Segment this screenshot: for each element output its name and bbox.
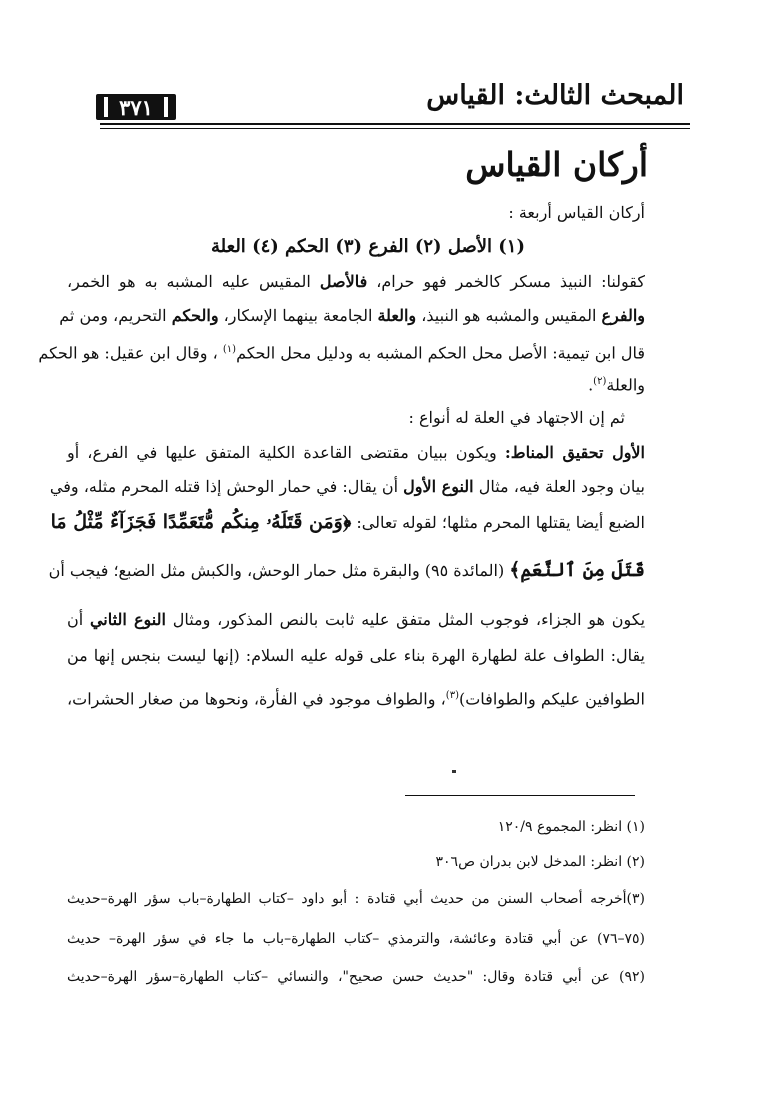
footnote-3-line: (٩٢) عن أبي قتادة وقال: "حديث حسن صحيح"، والنسائي –كتاب الطهارة–سؤر الهرة–حديث <box>67 969 645 985</box>
intro-line: أركان القياس أربعة : <box>508 203 645 222</box>
text-run: الجامعة بينهما الإسكار، <box>218 306 378 325</box>
footnote-marker[interactable]: (١) <box>222 344 237 355</box>
footnote-marker[interactable]: (٢) <box>593 376 607 387</box>
text-run: الطوافين عليكم والطوافات) <box>458 689 645 709</box>
text-run: المقيس عليه المشبه به هو الخمر، <box>67 272 320 291</box>
bold-term: والعلة <box>377 306 417 325</box>
bold-term: فالأصل <box>319 272 368 291</box>
body-line <box>50 511 645 533</box>
text-run: الضبع أيضا يقتلها المحرم مثلها؛ لقوله تعالى: <box>351 513 645 532</box>
footnote-3-line: (٧٥–٧٦) عن أبي قتادة وعائشة، والترمذي –كتاب الطهارة–باب ما جاء في سؤر الهرة– حديث <box>67 931 645 947</box>
text-run: قال ابن تيمية: الأصل محل الحكم المشبه به ودليل محل الحكم <box>236 343 645 363</box>
text-run: المقيس والمشبه هو النبيذ، <box>416 306 602 325</box>
bold-term: والفرع <box>601 306 645 325</box>
pillars-list: (١) الأصل (٢) الفرع (٣) الحكم (٤) العلة <box>211 236 525 257</box>
footnote-marker[interactable]: (٣) <box>445 690 459 701</box>
ink-speck <box>452 770 456 773</box>
text-run: أن يقال: في حمار الوحش إذا قتله المحرم مثله، وفي <box>49 477 404 496</box>
text-run: ويكون ببيان مقتضى القاعدة الكلية المتفق عليها في الفرع، أو <box>67 443 505 462</box>
footnote-2: (٢) انظر: المدخل لابن بدران ص٣٠٦ <box>435 854 645 870</box>
bold-term: النوع الأول <box>403 477 474 496</box>
text-run: كقولنا: النبيذ مسكر كالخمر فهو حرام، <box>367 272 646 291</box>
text-run: يكون هو الجزاء، فوجوب المثل متفق عليه ثابت بالنص المذكور، ومثال <box>165 610 646 629</box>
body-line <box>67 372 645 395</box>
bold-term: الأول تحقيق المناط: <box>504 443 645 462</box>
footnote-1: (١) انظر: المجموع ١٢٠/٩ <box>497 819 645 835</box>
quran-verse: قَتَلَ مِنَ ٱلنَّعَمِ﴾ <box>509 559 645 581</box>
bold-term: النوع الثاني <box>89 610 166 629</box>
body-line <box>38 340 645 363</box>
body-line <box>49 477 645 497</box>
body-line <box>67 443 645 463</box>
body-line <box>48 559 645 581</box>
header-rule <box>100 123 690 125</box>
text-run: ، والطواف موجود في الفأرة، ونحوها من صغار الحشرات، <box>67 689 446 709</box>
text-run: والعلة <box>606 375 645 395</box>
running-title: المبحث الثالث: القياس <box>426 80 684 111</box>
text-run: . <box>588 375 594 395</box>
bold-term: والحكم <box>171 306 219 325</box>
quran-verse: ﴿وَمَن قَتَلَهُۥ مِنكُم مُّتَعَمِّدًا فَجَزَآءٌ مِّثْلُ مَا <box>50 511 352 533</box>
body-line <box>67 686 645 709</box>
body-line <box>67 610 645 630</box>
header-rule-thin <box>100 128 690 129</box>
text-run: التحريم، ومن ثم <box>59 306 172 325</box>
body-line <box>59 306 645 326</box>
body-line <box>67 272 645 292</box>
text-run: (المائدة ٩٥) والبقرة مثل حمار الوحش، والكبش مثل الضبع؛ فيجب أن <box>48 561 510 580</box>
text-run: ، وقال ابن عقيل: هو الحكم <box>38 343 223 363</box>
body-line: يقال: الطواف علة لطهارة الهرة بناء على قوله عليه السلام: (إنها ليست بنجس إنها من <box>67 646 645 665</box>
body-line: ثم إن الاجتهاد في العلة له أنواع : <box>408 408 625 427</box>
section-title: أركان القياس <box>465 145 648 184</box>
footnote-separator <box>405 795 635 796</box>
page-number: ٣٧١ <box>96 94 176 120</box>
text-run: بيان وجود العلة فيه، مثال <box>473 477 645 496</box>
text-run: أن <box>67 610 90 629</box>
footnote-3-line: (٣)أخرجه أصحاب السنن من حديث أبي قتادة : أبو داود –كتاب الطهارة–باب سؤر الهرة–حديث <box>67 891 645 907</box>
